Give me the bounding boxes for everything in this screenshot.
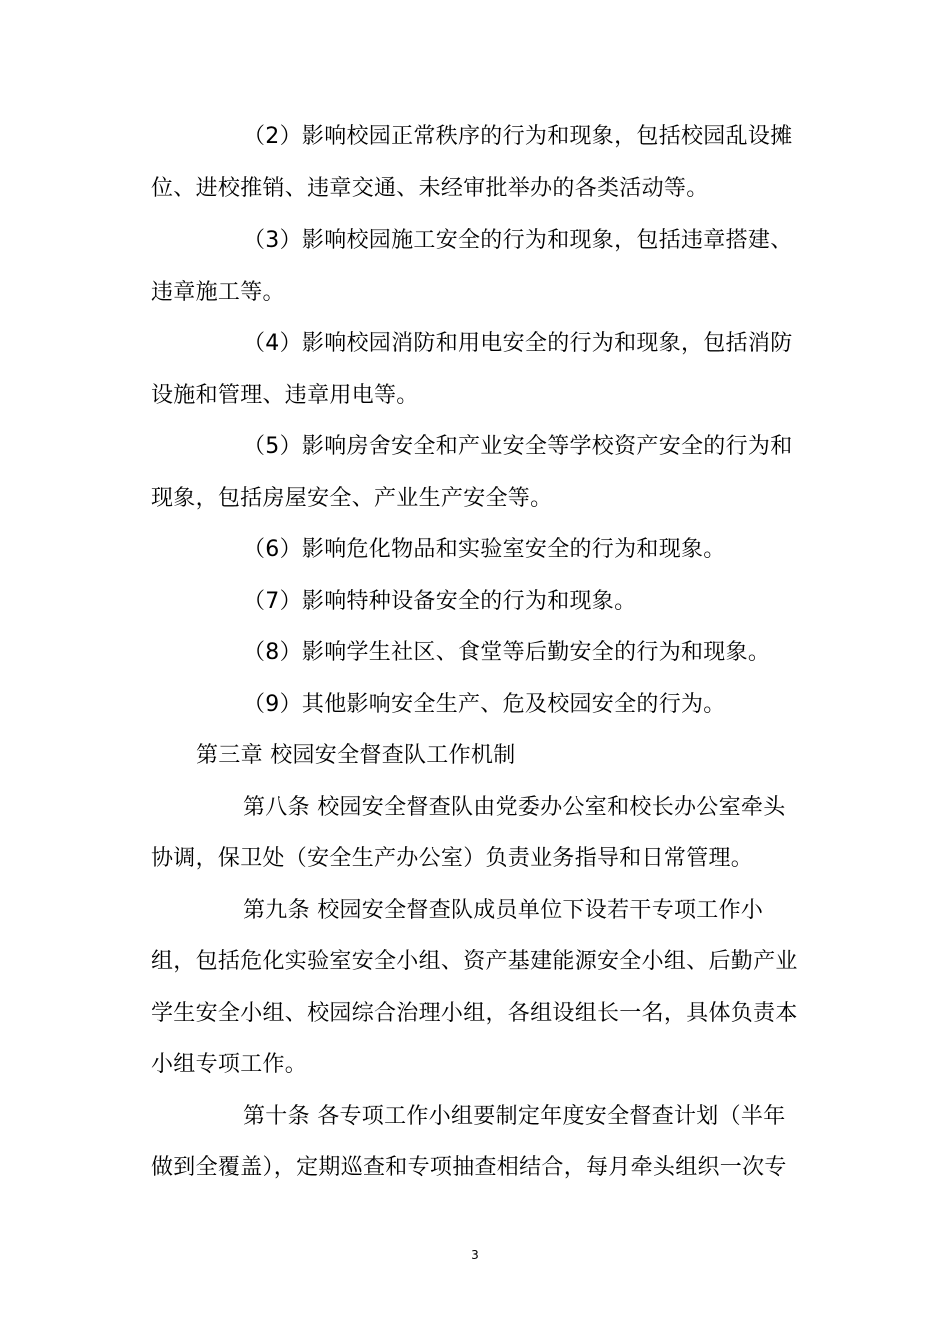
text-line: 第八条 校园安全督查队由党委办公室和校长办公室牵头 (243, 795, 786, 820)
text-line: 做到全覆盖），定期巡查和专项抽查相结合，每月牵头组织一次专 (151, 1155, 787, 1180)
text-line: 协调，保卫处（安全生产办公室）负责业务指导和日常管理。 (151, 846, 754, 871)
text-line: （4）影响校园消防和用电安全的行为和现象，包括消防 (243, 331, 793, 356)
text-line: 小组专项工作。 (151, 1052, 308, 1077)
text-line: （2）影响校园正常秩序的行为和现象，包括校园乱设摊 (243, 124, 793, 149)
text-line: 违章施工等。 (151, 280, 285, 305)
text-line: （5）影响房舍安全和产业安全等学校资产安全的行为和 (243, 434, 793, 459)
text-line: 组，包括危化实验室安全小组、资产基建能源安全小组、后勤产业 (151, 949, 798, 974)
text-line: 学生安全小组、校园综合治理小组，各组设组长一名，具体负责本 (151, 1001, 798, 1026)
text-line: 第十条 各专项工作小组要制定年度安全督查计划（半年 (243, 1104, 786, 1129)
text-line: （6）影响危化物品和实验室安全的行为和现象。 (243, 537, 726, 562)
text-line: （7）影响特种设备安全的行为和现象。 (243, 589, 637, 614)
text-line: （3）影响校园施工安全的行为和现象，包括违章搭建、 (243, 228, 793, 253)
text-line: 位、进校推销、违章交通、未经审批举办的各类活动等。 (151, 176, 709, 201)
page-number: 3 (471, 1248, 479, 1262)
text-line: （8）影响学生社区、食堂等后勤安全的行为和现象。 (243, 640, 771, 665)
text-line: 设施和管理、违章用电等。 (151, 383, 419, 408)
text-line: 现象，包括房屋安全、产业生产安全等。 (151, 486, 553, 511)
chapter-heading: 第三章 校园安全督查队工作机制 (196, 743, 516, 768)
text-line: （9）其他影响安全生产、危及校园安全的行为。 (243, 692, 726, 717)
text-line: 第九条 校园安全督查队成员单位下设若干专项工作小 (243, 898, 764, 923)
